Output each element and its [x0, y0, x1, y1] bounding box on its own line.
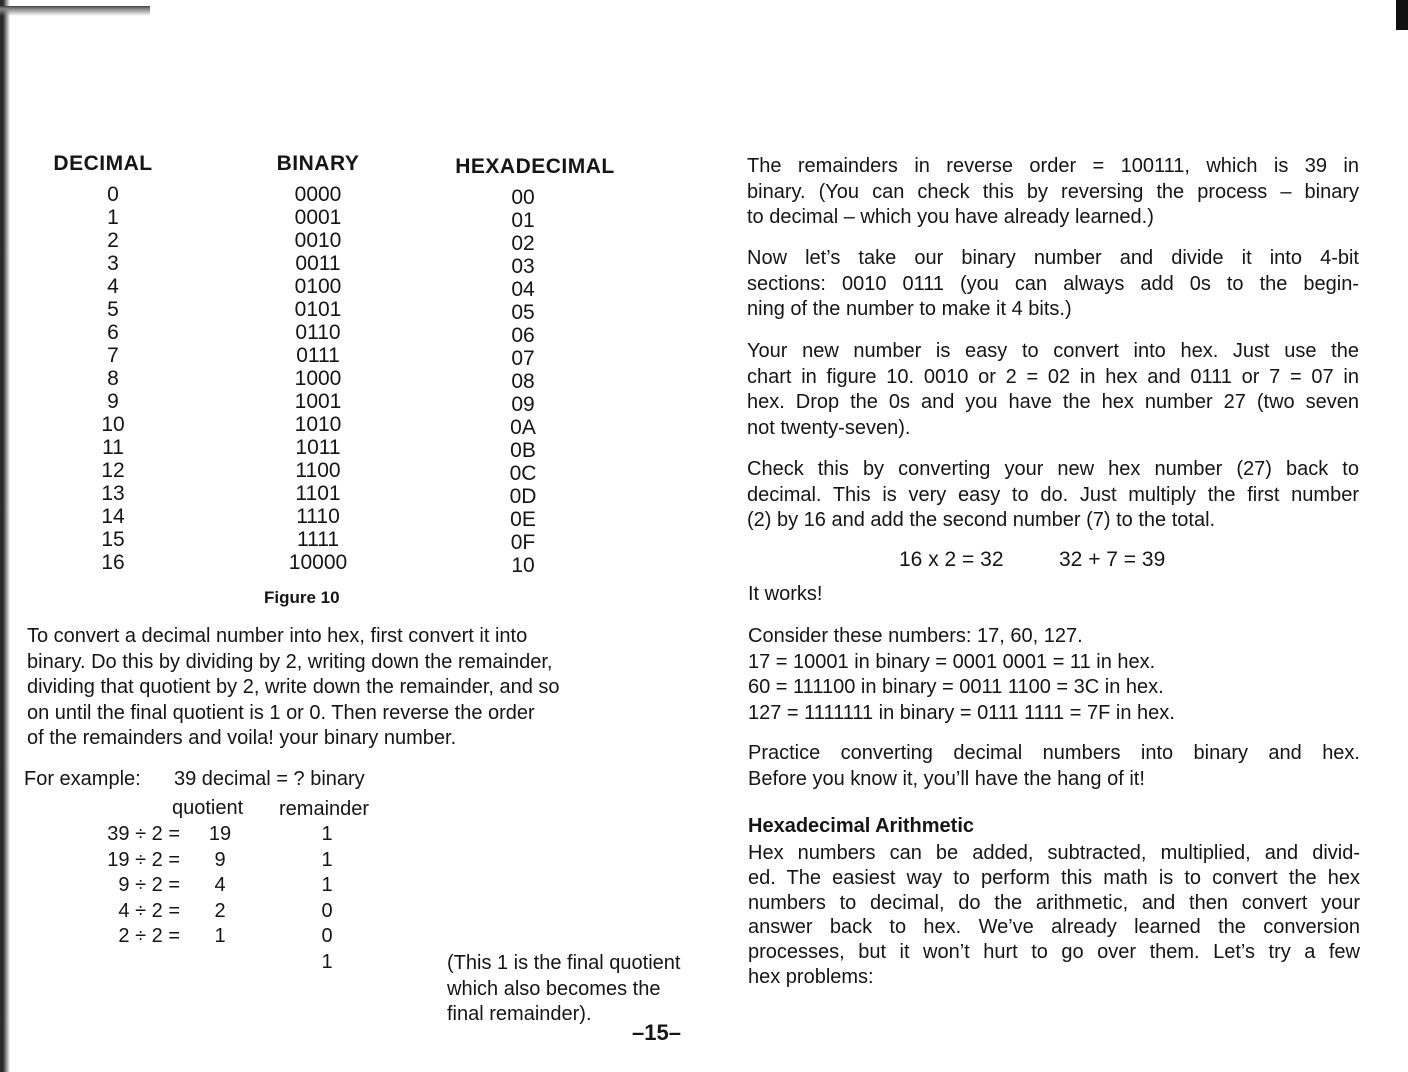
- header-hexadecimal: HEXADECIMAL: [455, 155, 615, 178]
- paragraph-convert-hex: [747, 339, 1359, 441]
- binary-cell: 0010: [294, 229, 342, 252]
- binary-cell: 1000: [294, 367, 342, 390]
- text-line: chart in figure 10. 0010 or 2 = 02 in hex and 0111 or 7 = 07 in: [747, 365, 1359, 388]
- section-heading: Hexadecimal Arithmetic: [748, 815, 975, 837]
- binary-column: [268, 183, 368, 574]
- division-equation: 2 ÷ 2 =: [118, 925, 180, 948]
- decimal-cell: 0: [107, 183, 119, 206]
- text-line: Before you know it, you’ll have the hang of it!: [748, 767, 1145, 790]
- examples-block: [748, 624, 1175, 726]
- division-row: [40, 848, 360, 874]
- decimal-cell: 1: [107, 206, 119, 229]
- text-line: of the remainders and voila! your binary number.: [27, 727, 457, 749]
- decimal-cell: 12: [101, 459, 125, 482]
- remainder-value: 1: [321, 950, 333, 973]
- example-question: 39 decimal = ? binary: [174, 768, 365, 790]
- hex-cell: 04: [511, 278, 535, 301]
- text-line: binary. (You can check this by reversing the process – binary: [747, 180, 1359, 203]
- division-equation: 4 ÷ 2 =: [118, 899, 180, 922]
- division-row: [40, 899, 360, 925]
- decimal-cell: 2: [107, 229, 119, 252]
- paragraph-4bit-sections: [747, 246, 1359, 323]
- text-line: 127 = 1111111 in binary = 0111 1111 = 7F in hex.: [748, 701, 1175, 724]
- hex-cell: 10: [511, 554, 535, 577]
- remainder-value: 0: [321, 925, 333, 948]
- binary-cell: 1010: [294, 413, 342, 436]
- hex-cell: 0C: [509, 462, 537, 485]
- header-binary: BINARY: [276, 152, 360, 175]
- paragraph-arithmetic: [748, 841, 1360, 990]
- text-line: ed. The easiest way to perform this math is to convert the hex: [748, 866, 1360, 889]
- remainder-value: 1: [321, 823, 333, 845]
- figure-caption: Figure 10: [264, 588, 340, 607]
- decimal-cell: 6: [107, 321, 119, 344]
- text-line: 60 = 111100 in binary = 0011 1100 = 3C in hex.: [748, 676, 1164, 698]
- left-paragraph: [27, 624, 639, 752]
- quotient-value: 2: [214, 899, 226, 922]
- scan-edge-top: [0, 6, 150, 18]
- text-line: decimal. This is very easy to do. Just multiply the first number: [747, 483, 1359, 506]
- remainder-value: 0: [321, 899, 333, 922]
- decimal-cell: 13: [101, 482, 125, 505]
- hex-cell: 0E: [510, 508, 536, 531]
- quotient-value: 1: [214, 925, 226, 948]
- text-line: numbers to decimal, do the arithmetic, and then convert your: [748, 891, 1360, 914]
- hex-cell: 06: [511, 324, 535, 347]
- text-line: processes, but it won’t hurt to go over them. Let’s try a few: [748, 941, 1360, 964]
- remainder-value: 1: [321, 874, 333, 897]
- division-row: [40, 873, 360, 899]
- paragraph-remainders: [747, 154, 1359, 231]
- decimal-cell: 14: [101, 505, 125, 528]
- decimal-cell: 9: [107, 390, 119, 413]
- text-line: final remainder).: [447, 1003, 592, 1025]
- quotient-value: 4: [214, 874, 226, 897]
- binary-cell: 10000: [288, 551, 348, 574]
- text-line: which also becomes the: [447, 977, 661, 1000]
- text-line: Your new number is easy to convert into hex. Just use the: [747, 340, 1359, 362]
- text-line: To convert a decimal number into hex, first convert it into: [27, 625, 528, 647]
- scan-edge-left: [0, 0, 10, 1072]
- hex-cell: 01: [511, 209, 535, 232]
- quotient-header: quotient: [172, 797, 244, 819]
- division-equation: 39 ÷ 2 =: [107, 823, 180, 845]
- text-line: (2) by 16 and add the second number (7) to the total.: [747, 509, 1216, 531]
- division-row: [40, 822, 360, 848]
- binary-cell: 0110: [295, 321, 341, 344]
- binary-cell: 0001: [294, 206, 342, 229]
- binary-cell: 0000: [294, 183, 342, 206]
- division-equation: 9 ÷ 2 =: [118, 874, 180, 897]
- remainder-value: 1: [321, 848, 333, 871]
- hex-cell: 0D: [509, 485, 537, 508]
- equation-add: 32 + 7 = 39: [1059, 548, 1166, 571]
- hex-column: [483, 186, 563, 577]
- remainder-header: remainder: [279, 798, 370, 820]
- decimal-cell: 15: [101, 528, 125, 551]
- text-line: dividing that quotient by 2, write down the remainder, and so: [27, 676, 560, 698]
- text-line: Now let’s take our binary number and divide it into 4-bit: [747, 247, 1359, 269]
- text-line: ning of the number to make it 4 bits.): [747, 298, 1072, 320]
- scan-edge-right: [1396, 0, 1408, 30]
- quotient-value: 9: [214, 848, 226, 871]
- text-line: Consider these numbers: 17, 60, 127.: [748, 625, 1083, 647]
- equation-multiply: 16 x 2 = 32: [899, 548, 1004, 571]
- division-equation: 19 ÷ 2 =: [107, 848, 180, 871]
- text-line: The remainders in reverse order = 100111, which is 39 in: [747, 155, 1359, 177]
- binary-cell: 1001: [294, 390, 342, 413]
- binary-cell: 1100: [295, 459, 341, 482]
- text-line: hex problems:: [748, 965, 874, 988]
- decimal-cell: 5: [107, 298, 119, 321]
- decimal-cell: 8: [107, 367, 119, 390]
- hex-cell: 0B: [510, 439, 536, 462]
- text-line: Check this by converting your new hex number (27) back to: [747, 458, 1359, 480]
- text-line: binary. Do this by dividing by 2, writing down the remainder,: [27, 650, 553, 673]
- decimal-cell: 7: [107, 344, 119, 367]
- decimal-cell: 4: [107, 275, 119, 298]
- hex-cell: 08: [511, 370, 535, 393]
- quotient-value: 19: [208, 823, 232, 845]
- text-line: answer back to hex. We’ve already learned the conversion: [748, 916, 1360, 939]
- division-row: [40, 950, 360, 976]
- hex-cell: 0A: [510, 416, 536, 439]
- binary-cell: 1110: [296, 505, 340, 528]
- binary-cell: 1011: [295, 436, 341, 459]
- decimal-cell: 16: [101, 551, 125, 574]
- text-line: to decimal – which you have already learned.): [747, 206, 1154, 228]
- hex-cell: 07: [511, 347, 535, 370]
- text-line: on until the final quotient is 1 or 0. Then reverse the order: [27, 701, 535, 724]
- header-decimal: DECIMAL: [53, 152, 153, 175]
- binary-cell: 0100: [294, 275, 342, 298]
- division-steps: [40, 822, 360, 976]
- paragraph-check: [747, 457, 1359, 534]
- decimal-column: [70, 183, 156, 574]
- hex-cell: 09: [511, 393, 535, 416]
- text-line: 17 = 10001 in binary = 0001 0001 = 11 in hex.: [748, 650, 1156, 673]
- binary-cell: 0101: [294, 298, 342, 321]
- text-line: not twenty-seven).: [747, 416, 911, 439]
- division-row: [40, 924, 360, 950]
- decimal-cell: 10: [101, 413, 125, 436]
- final-quotient-note: [447, 951, 680, 1028]
- binary-cell: 1111: [296, 528, 340, 551]
- example-label: For example:: [24, 768, 141, 790]
- decimal-cell: 3: [107, 252, 119, 275]
- hex-cell: 03: [511, 255, 535, 278]
- text-line: hex. Drop the 0s and you have the hex number 27 (two seven: [747, 391, 1359, 413]
- text-line: sections: 0010 0111 (you can always add 0s to the begin-: [747, 272, 1359, 295]
- text-line: Hex numbers can be added, subtracted, multiplied, and divid-: [748, 842, 1360, 864]
- it-works-text: It works!: [748, 583, 823, 605]
- hex-cell: 05: [511, 301, 535, 324]
- decimal-cell: 11: [102, 436, 124, 459]
- binary-cell: 1101: [295, 482, 341, 505]
- hex-cell: 02: [511, 232, 535, 255]
- hex-cell: 00: [511, 186, 535, 209]
- text-line: Practice converting decimal numbers into binary and hex.: [748, 742, 1360, 764]
- binary-cell: 0111: [296, 344, 340, 367]
- binary-cell: 0011: [295, 252, 341, 275]
- text-line: (This 1 is the final quotient: [447, 952, 681, 974]
- page-number: –15–: [632, 1020, 681, 1045]
- hex-cell: 0F: [510, 531, 536, 554]
- paragraph-practice: [748, 741, 1360, 792]
